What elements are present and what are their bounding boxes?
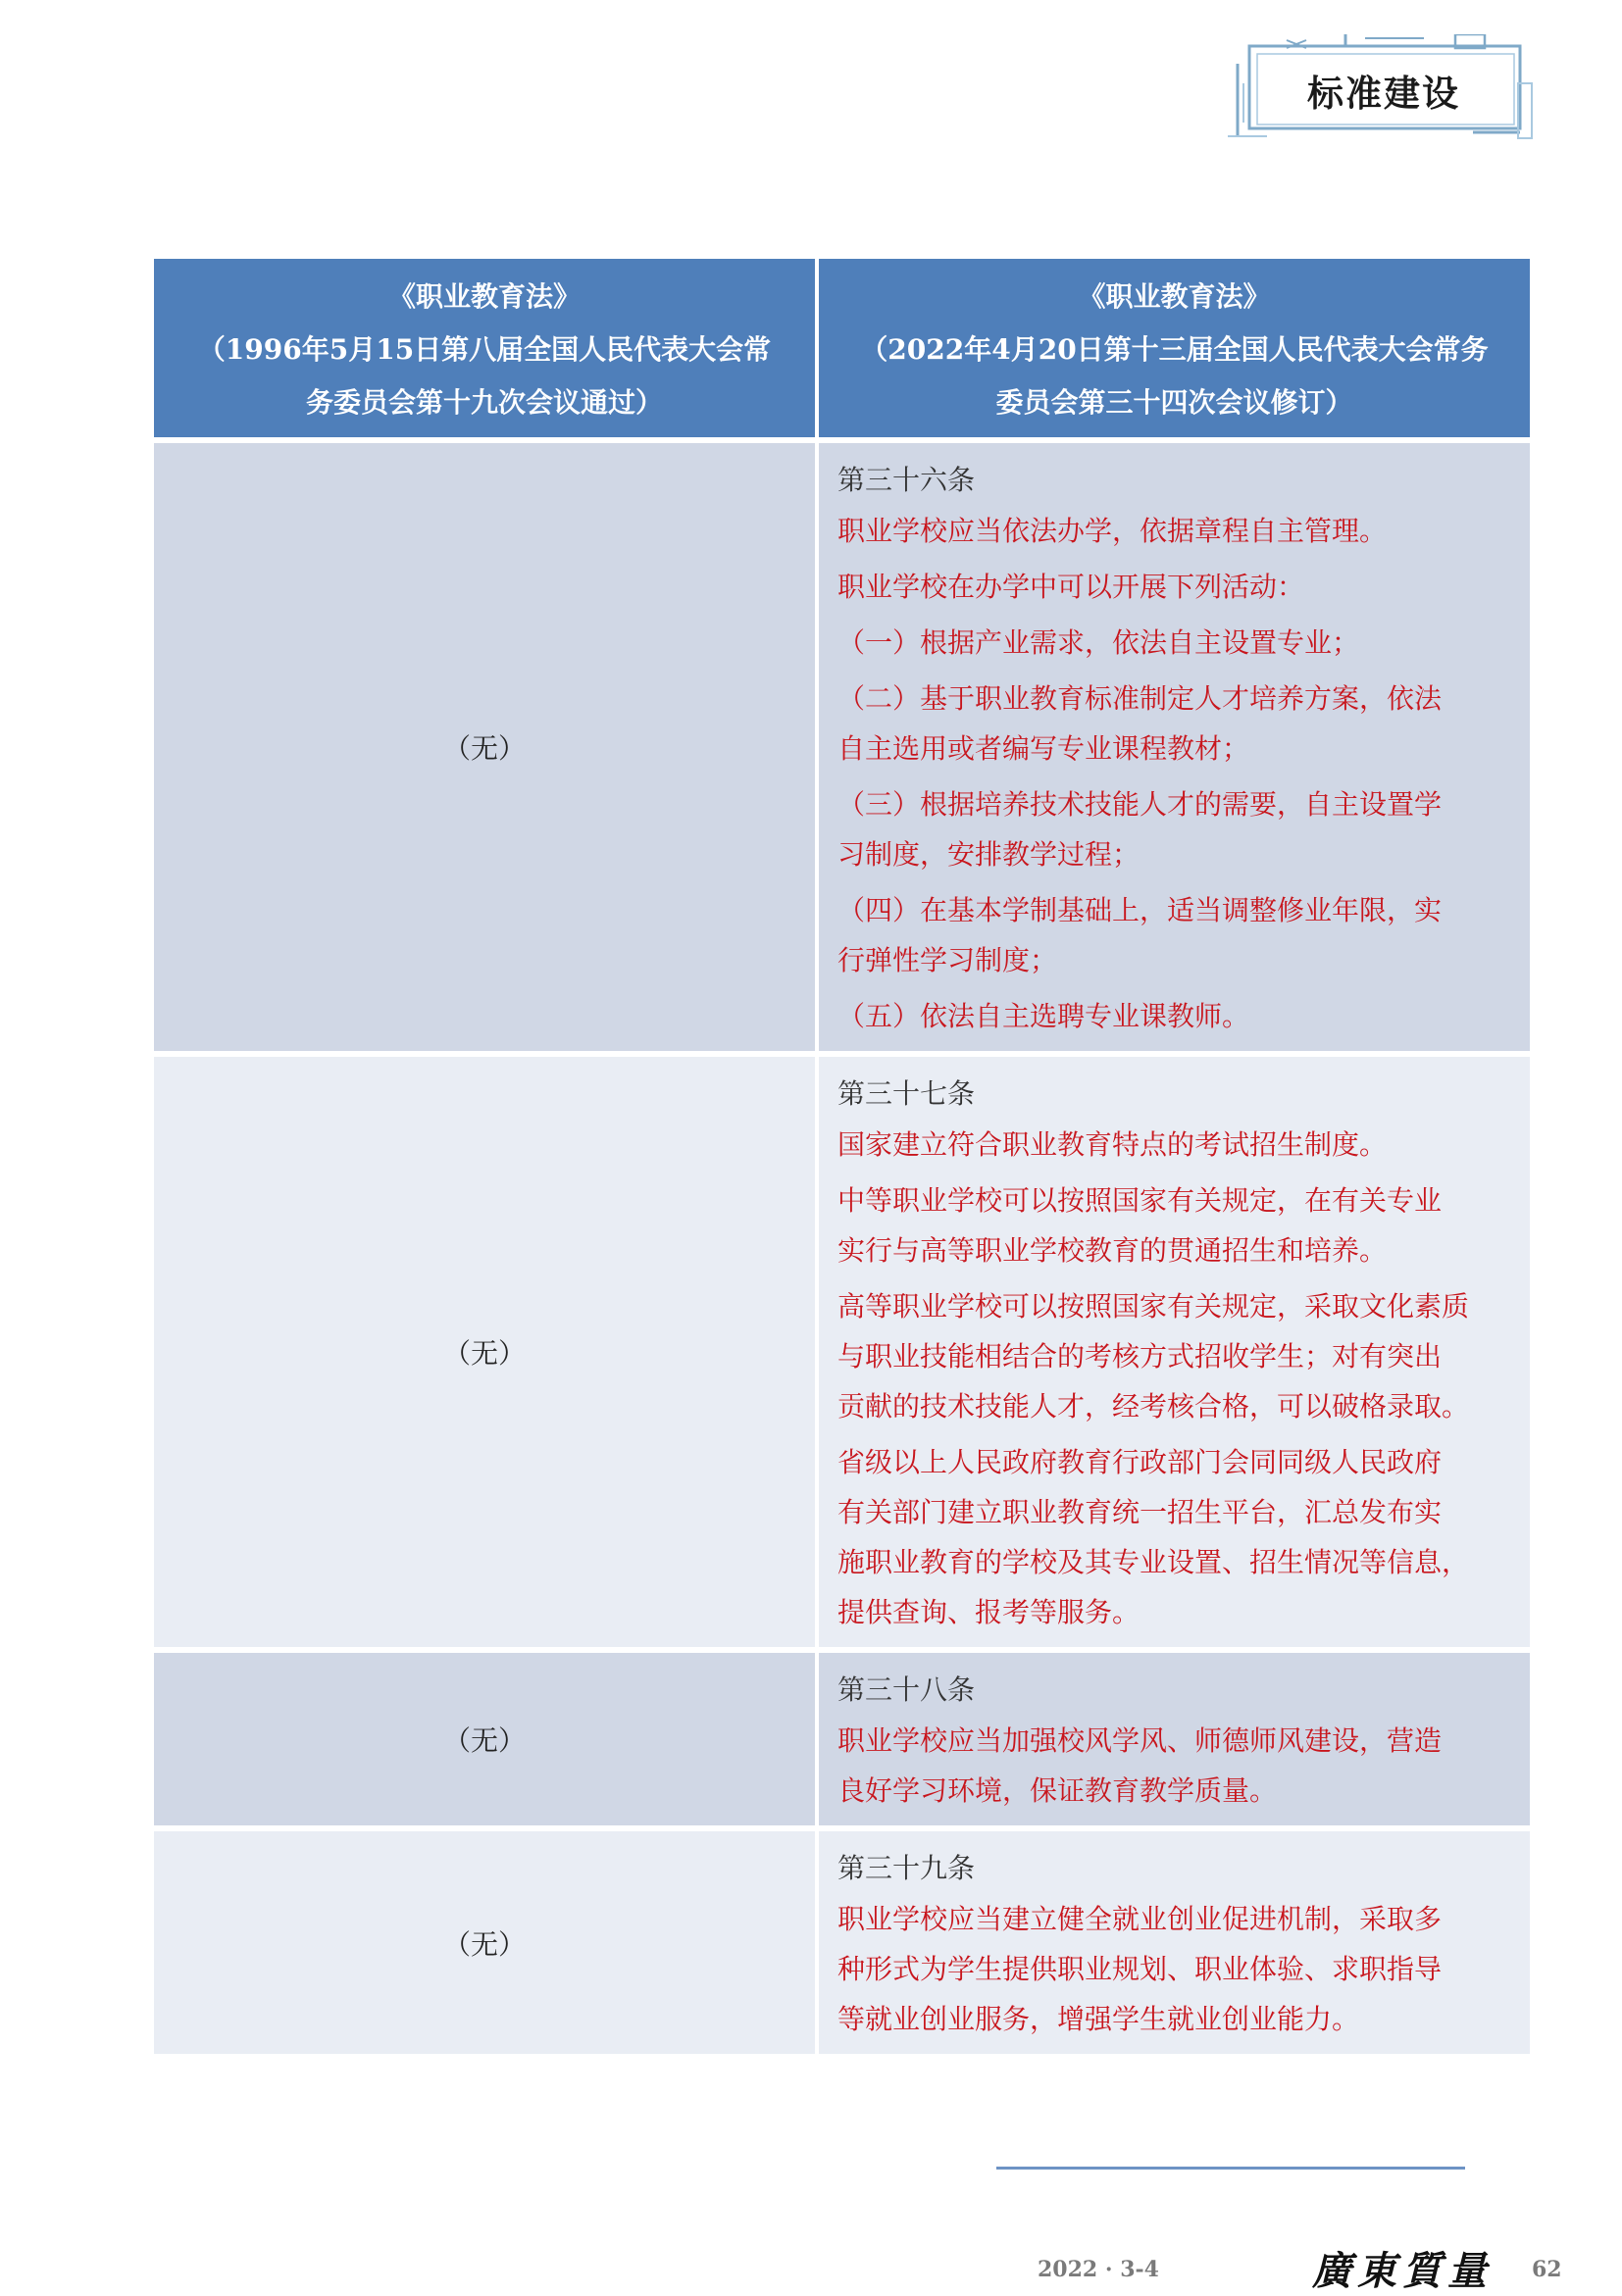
table-row xyxy=(154,1653,1530,1831)
table-row xyxy=(154,1057,1530,1653)
header-new-law xyxy=(819,259,1530,437)
footer-divider xyxy=(996,2167,1465,2170)
magazine-logo: 廣東質量 xyxy=(1312,2248,1493,2294)
article-paragraph: 职业学校应当依法办学，依据章程自主管理。 xyxy=(837,515,1388,547)
new-law-cell xyxy=(819,443,1530,1051)
header-old-law xyxy=(154,259,819,437)
header-old-law-line: 《职业教育法》 xyxy=(387,280,581,313)
article-paragraph: 省级以上人民政府教育行政部门会同同级人民政府 有关部门建立职业教育统一招生平台，汇总发布实 施职业教育的学校及其专业设置、招生情况等信息， 提供查询、报考等服务。 xyxy=(837,1446,1470,1628)
article-paragraph: 国家建立符合职业教育特点的考试招生制度。 xyxy=(837,1128,1388,1161)
new-law-cell xyxy=(819,1653,1530,1825)
law-comparison-table xyxy=(154,259,1530,2060)
article-paragraph: （三）根据培养技术技能人才的需要，自主设置学 习制度，安排教学过程； xyxy=(837,788,1443,871)
header-old-law-line: （1996年5月15日第八届全国人民代表大会常 xyxy=(197,333,772,366)
article-paragraph: （四）在基本学制基础上，适当调整修业年限，实 行弹性学习制度； xyxy=(837,894,1443,976)
header-new-law-line: （2022年4月20日第十三届全国人民代表大会常务 xyxy=(860,333,1489,366)
page-number: 62 xyxy=(1532,2257,1562,2282)
article-title: 第三十六条 xyxy=(837,464,976,496)
header-new-law-line: 委员会第三十四次会议修订） xyxy=(995,386,1353,419)
header-old-law-line: 务委员会第十九次会议通过） xyxy=(305,386,663,419)
old-law-cell: （无） xyxy=(154,1831,819,2054)
article-paragraph: 中等职业学校可以按照国家有关规定，在有关专业 实行与高等职业学校教育的贯通招生和培养。 xyxy=(837,1184,1443,1267)
article-paragraph: 高等职业学校可以按照国家有关规定，采取文化素质 与职业技能相结合的考核方式招收学生；对有突出 贡献的技术技能人才，经考核合格，可以破格录取。 xyxy=(837,1290,1470,1423)
article-paragraph: 职业学校应当加强校风学风、师德师风建设，营造 良好学习环境，保证教育教学质量。 xyxy=(837,1724,1443,1807)
article-paragraph: 职业学校在办学中可以开展下列活动： xyxy=(837,571,1305,603)
article-title: 第三十七条 xyxy=(837,1077,976,1110)
table-header xyxy=(154,259,1530,443)
table-body xyxy=(154,443,1530,2060)
new-law-cell xyxy=(819,1831,1530,2054)
table-row xyxy=(154,1831,1530,2060)
old-law-cell: （无） xyxy=(154,1653,819,1825)
article-paragraph: （五）依法自主选聘专业课教师。 xyxy=(837,1000,1250,1032)
old-law-cell: （无） xyxy=(154,1057,819,1647)
header-new-law-line: 《职业教育法》 xyxy=(1078,280,1271,313)
section-tag xyxy=(1228,34,1540,140)
table-row xyxy=(154,443,1530,1057)
article-title: 第三十九条 xyxy=(837,1852,976,1884)
old-law-cell: （无） xyxy=(154,443,819,1051)
section-tag-label: 标准建设 xyxy=(1307,73,1460,115)
footer-issue: 2022 · 3-4 xyxy=(1038,2257,1159,2282)
article-title: 第三十八条 xyxy=(837,1673,976,1706)
new-law-cell xyxy=(819,1057,1530,1647)
article-paragraph: 职业学校应当建立健全就业创业促进机制，采取多 种形式为学生提供职业规划、职业体验、求职指导 等就业创业服务，增强学生就业创业能力。 xyxy=(837,1903,1443,2035)
article-paragraph: （一）根据产业需求，依法自主设置专业； xyxy=(837,626,1360,659)
article-paragraph: （二）基于职业教育标准制定人才培养方案，依法 自主选用或者编写专业课程教材； xyxy=(837,682,1443,765)
